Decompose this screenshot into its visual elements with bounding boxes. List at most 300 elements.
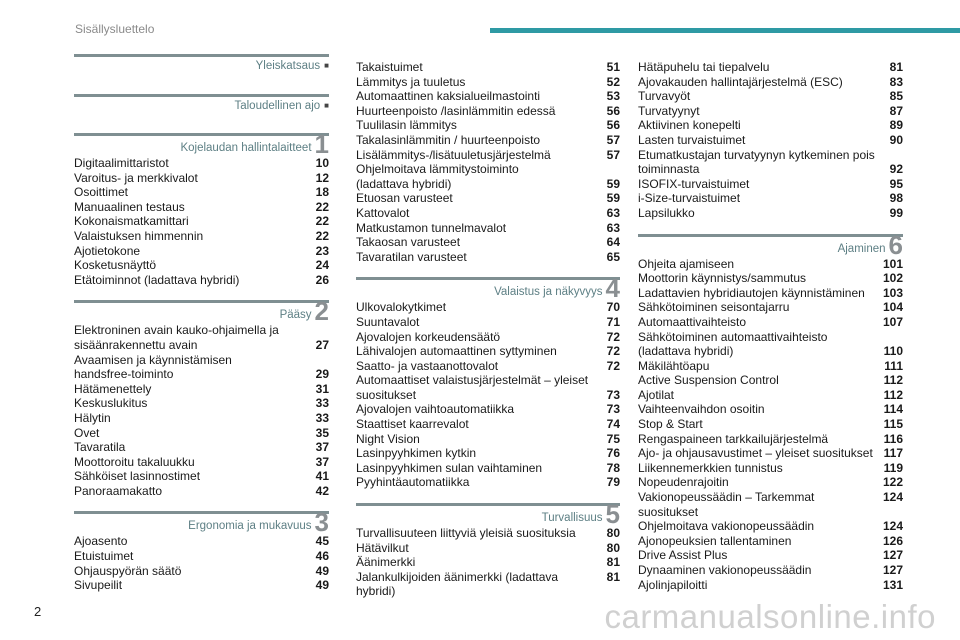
toc-entry-page: 85 — [889, 89, 903, 104]
toc-entry-title: Liikennemerkkien tunnistus — [638, 460, 783, 475]
toc-entry-page: 72 — [606, 329, 620, 344]
toc-entry[interactable] — [74, 382, 329, 397]
toc-entry[interactable] — [356, 432, 620, 447]
toc-entry[interactable] — [356, 89, 620, 104]
toc-entry[interactable] — [74, 534, 329, 549]
toc-entry[interactable] — [356, 359, 620, 374]
toc-entry-title: Äänimerkki — [356, 555, 416, 570]
section-header[interactable] — [356, 273, 620, 304]
toc-entry[interactable] — [638, 563, 903, 578]
toc-entry-title: Sähkötoiminen automaattivaihteisto — [638, 329, 828, 344]
toc-entry-page: 87 — [889, 103, 903, 118]
section-title: Ajaminen — [837, 242, 886, 255]
toc-entry-page — [877, 148, 903, 163]
toc-entry-title: Active Suspension Control — [638, 373, 779, 388]
toc-entry-page: 27 — [315, 337, 329, 352]
toc-entry-page: 46 — [315, 549, 329, 564]
toc-entry[interactable] — [74, 578, 329, 593]
watermark: carmanualsonline.info — [604, 598, 936, 635]
toc-entry-page: 33 — [315, 410, 329, 425]
toc-entry[interactable] — [356, 344, 620, 359]
toc-entry-page: 81 — [606, 555, 620, 570]
toc-entry-page: 127 — [882, 563, 903, 577]
toc-entry-title: Takalasinlämmitin / huurteenpoisto — [356, 132, 541, 147]
toc-entry[interactable] — [638, 118, 903, 133]
toc-entry-title: Turvatyynyt — [638, 103, 700, 118]
toc-entry-title: Turvavyöt — [638, 89, 691, 104]
toc-entry-title: Sähkötoiminen seisontajarru — [638, 300, 790, 315]
toc-entries — [356, 60, 620, 264]
header-accent-bar — [490, 28, 960, 33]
toc-entry[interactable] — [74, 171, 329, 186]
toc-entry-title: Ajolinjapiloitti — [638, 577, 708, 592]
section-header[interactable] — [74, 129, 329, 159]
toc-entry-continuation[interactable] — [638, 330, 903, 345]
toc-entry[interactable] — [356, 446, 620, 461]
toc-entry-title: Valaistuksen himmennin — [74, 228, 204, 243]
toc-entry[interactable] — [638, 271, 903, 286]
section-1 — [74, 129, 329, 287]
toc-entry[interactable] — [74, 244, 329, 259]
toc-entry-page: 80 — [606, 526, 620, 541]
toc-entry[interactable] — [638, 75, 903, 90]
toc-entry-title: Osoittimet — [74, 185, 129, 200]
toc-entry[interactable] — [638, 344, 903, 359]
toc-entry-title: Ajoasento — [74, 534, 128, 549]
section-title: Pääsy — [279, 309, 312, 322]
toc-entry-title: Digitaalimittaristot — [74, 156, 169, 170]
toc-entry-page: 49 — [315, 563, 329, 578]
toc-entry-page: 126 — [882, 533, 903, 548]
toc-entry[interactable] — [638, 519, 903, 534]
section-header[interactable] — [74, 54, 329, 78]
toc-entry[interactable] — [356, 133, 620, 148]
toc-entry-title: Ajovakauden hallintajärjestelmä (ESC) — [638, 74, 843, 89]
toc-entry-title: Drive Assist Plus — [638, 548, 728, 563]
toc-entry-page: 10 — [315, 156, 329, 170]
toc-entry[interactable] — [74, 229, 329, 244]
toc-entry-continuation[interactable] — [74, 353, 329, 368]
toc-entry-page: 127 — [882, 548, 903, 563]
toc-entry-page: 112 — [883, 373, 903, 388]
toc-entry-page: 114 — [883, 402, 903, 417]
toc-entry-continuation[interactable] — [356, 373, 620, 388]
toc-entry-page: 41 — [315, 469, 329, 484]
toc-entry-title: Moottorin käynnistys/sammutus — [638, 271, 807, 286]
toc-entry[interactable] — [74, 396, 329, 411]
toc-entry-page: 75 — [606, 431, 620, 446]
toc-entry-page: 117 — [883, 446, 903, 461]
toc-entry-title: Elektroninen avain kauko-ohjaimella ja — [74, 323, 279, 338]
section-header[interactable] — [74, 94, 329, 118]
toc-entry-title: Automaattinen kaksialueilmastointi — [356, 89, 541, 104]
section-header[interactable] — [356, 499, 620, 530]
toc-entry-title: Ladattavien hybridiautojen käynnistäminen — [638, 285, 865, 300]
toc-entry[interactable] — [356, 402, 620, 417]
toc-entry-title: Dynaaminen vakionopeussäädin — [638, 563, 812, 577]
section-header[interactable] — [638, 229, 903, 260]
toc-entry-page: 51 — [606, 60, 620, 74]
toc-entry-page: 73 — [606, 387, 620, 402]
toc-entry[interactable] — [638, 300, 903, 315]
toc-entry-title: Kattovalot — [356, 205, 410, 220]
section-title: Valaistus ja näkyvyys — [494, 286, 603, 299]
toc-entry[interactable] — [356, 206, 620, 221]
toc-entry-page: 98 — [889, 191, 903, 206]
toc-entry[interactable] — [638, 133, 903, 148]
toc-entry[interactable] — [356, 417, 620, 432]
section-number: 5 — [605, 499, 620, 530]
toc-entry-page: 64 — [606, 235, 620, 250]
toc-entry-title: Vaihteenvaihdon osoitin — [638, 402, 765, 417]
toc-entry-title: Lasinpyyhkimen sulan vaihtaminen — [356, 460, 543, 475]
toc-entry-title: Matkustamon tunnelmavalot — [356, 220, 507, 235]
toc-entry-page: 56 — [606, 103, 620, 118]
toc-entries — [74, 323, 329, 498]
toc-entry-title: Night Vision — [356, 431, 420, 446]
toc-entry[interactable] — [638, 60, 903, 75]
toc-entry-title: Ovet — [74, 425, 100, 440]
toc-entry-title: Rengaspaineen tarkkailujärjestelmä — [638, 431, 829, 446]
toc-entry-title: Nopeudenrajoitin — [638, 475, 729, 490]
toc-entry-page: 22 — [315, 228, 329, 243]
toc-entry[interactable] — [638, 206, 903, 221]
toc-entry[interactable] — [638, 432, 903, 447]
toc-entry-page: 116 — [883, 431, 903, 446]
toc-entries — [74, 156, 329, 287]
toc-column-2 — [356, 60, 620, 599]
toc-entry-page: 24 — [315, 258, 329, 273]
toc-entry-page: 110 — [883, 344, 903, 359]
toc-entry[interactable] — [356, 148, 620, 163]
toc-entry-title: Panoraamakatto — [74, 483, 163, 498]
toc-entry[interactable] — [74, 367, 329, 382]
toc-entry-title: Etätoiminnot (ladattava hybridi) — [74, 272, 240, 287]
toc-entry[interactable] — [638, 417, 903, 432]
toc-entry[interactable] — [356, 235, 620, 250]
toc-entry-title: Turvallisuuteen liittyviä yleisiä suosituksia — [356, 526, 576, 541]
toc-entry-page: 22 — [315, 214, 329, 229]
toc-entry-page: 73 — [606, 402, 620, 417]
toc-entry-title: Ajo- ja ohjausavustimet – yleiset suositukset — [638, 446, 873, 461]
toc-entry[interactable] — [356, 75, 620, 90]
toc-entry-page: 42 — [315, 483, 329, 498]
toc-entry[interactable] — [356, 526, 620, 541]
toc-entry-page: 131 — [882, 577, 903, 592]
toc-entry-title: Ajonopeuksien tallentaminen — [638, 533, 792, 548]
toc-entry-page: 12 — [315, 170, 329, 185]
toc-entry[interactable] — [74, 426, 329, 441]
toc-entry-title: Hälytin — [74, 410, 111, 425]
section-3 — [74, 507, 329, 593]
toc-entry-title: Takaosan varusteet — [356, 235, 461, 250]
toc-entry-title: toiminnasta — [638, 162, 700, 177]
toc-entry-page: 26 — [315, 272, 329, 287]
toc-entry[interactable] — [638, 534, 903, 549]
toc-entry-page: 72 — [606, 344, 620, 359]
toc-entry-page: 104 — [882, 300, 903, 315]
toc-entry-title: Sivupeilit — [74, 578, 123, 593]
toc-entry-title: Avaamisen ja käynnistämisen — [74, 352, 232, 367]
section-title: Ergonomia ja mukavuus — [188, 520, 312, 533]
toc-entry-title: Ohjauspyörän säätö — [74, 563, 182, 578]
toc-entry-page: 89 — [889, 118, 903, 133]
toc-entry[interactable] — [356, 541, 620, 556]
toc-entry-title: Pyyhintäautomatiikka — [356, 475, 470, 490]
toc-entry[interactable] — [356, 177, 620, 192]
toc-entry[interactable] — [356, 555, 620, 570]
section-title: Yleiskatsaus — [255, 60, 321, 72]
toc-entry-page: 71 — [606, 314, 620, 329]
toc-entry-title: Takaistuimet — [356, 60, 423, 74]
toc-entry[interactable] — [356, 250, 620, 265]
toc-entries — [638, 257, 903, 593]
toc-entry[interactable] — [638, 315, 903, 330]
section-number: 4 — [605, 273, 620, 304]
toc-entry-page: 56 — [606, 118, 620, 133]
toc-entry-title: Staattiset kaarrevalot — [356, 417, 469, 432]
toc-entry-title: Mäkilähtöapu — [638, 358, 710, 373]
toc-entry[interactable] — [356, 118, 620, 133]
toc-entry-page: 90 — [889, 132, 903, 147]
toc-entry[interactable] — [356, 104, 620, 119]
toc-entry-page: 124 — [882, 490, 903, 505]
toc-entry-title: Saatto- ja vastaanottovalot — [356, 358, 499, 373]
toc-entry-title: ISOFIX-turvaistuimet — [638, 176, 750, 191]
toc-entry-page: 33 — [315, 396, 329, 411]
toc-entry-page: 92 — [889, 162, 903, 177]
section-continued — [638, 60, 903, 221]
toc-entry-title: Lasten turvaistuimet — [638, 132, 746, 147]
toc-entry-title: Jalankulkijoiden äänimerkki (ladattava hybridi) — [356, 569, 559, 599]
toc-entry-page: 45 — [315, 534, 329, 549]
toc-entry[interactable] — [638, 104, 903, 119]
toc-entry-title: Lämmitys ja tuuletus — [356, 74, 466, 89]
toc-entry[interactable] — [356, 60, 620, 75]
toc-entry[interactable] — [638, 402, 903, 417]
toc-entry-title: Etuistuimet — [74, 549, 134, 564]
toc-entry-page: 18 — [315, 185, 329, 200]
toc-entry-title: handsfree-toiminto — [74, 367, 174, 382]
toc-entry[interactable] — [74, 273, 329, 288]
toc-entry[interactable] — [638, 286, 903, 301]
toc-entry[interactable] — [638, 461, 903, 476]
toc-entry-page: 83 — [889, 74, 903, 89]
toc-entry-page: 112 — [883, 387, 903, 402]
toc-entry[interactable] — [638, 373, 903, 388]
toc-entry[interactable] — [638, 359, 903, 374]
toc-entry-page: 101 — [882, 256, 903, 271]
toc-entry-title: Hätäpuhelu tai tiepalvelu — [638, 60, 770, 74]
section-number: 6 — [888, 229, 903, 260]
toc-entry-page: 99 — [889, 205, 903, 220]
toc-entry-continuation[interactable] — [638, 148, 903, 163]
toc-entry[interactable] — [356, 388, 620, 403]
toc-entry-page: 95 — [889, 176, 903, 191]
toc-entry-title: Ulkovalokytkimet — [356, 300, 447, 315]
toc-entry[interactable] — [74, 185, 329, 200]
section-title: Turvallisuus — [541, 512, 603, 525]
toc-entry[interactable] — [638, 388, 903, 403]
toc-entry-page — [303, 353, 329, 368]
toc-entry-page: 80 — [606, 540, 620, 555]
toc-entry-title: Ajovalojen korkeudensäätö — [356, 329, 501, 344]
toc-entry-title: suositukset — [356, 387, 417, 402]
toc-entry-page: 122 — [882, 475, 903, 490]
toc-entry-title: Lähivalojen automaattinen syttyminen — [356, 344, 557, 359]
toc-entry[interactable] — [638, 446, 903, 461]
toc-entry-title: (ladattava hybridi) — [356, 176, 452, 191]
toc-entry-page: 29 — [315, 367, 329, 382]
toc-entry-title: Tuulilasin lämmitys — [356, 118, 457, 133]
section-number: 1 — [314, 129, 329, 159]
toc-entry-page: 63 — [606, 220, 620, 235]
toc-entry-title: Ajotilat — [638, 387, 675, 402]
toc-entry-page: 57 — [606, 147, 620, 162]
toc-entry-page: 63 — [606, 205, 620, 220]
toc-entry[interactable] — [74, 455, 329, 470]
toc-entry-page: 53 — [606, 89, 620, 104]
section-title: Kojelaudan hallintalaitteet — [180, 142, 312, 154]
section-taloudellinen-ajo — [74, 94, 329, 118]
toc-entry-title: Hätävilkut — [356, 540, 409, 555]
toc-entry[interactable] — [74, 338, 329, 353]
toc-entry-title: Sähköiset lasinnostimet — [74, 469, 201, 484]
toc-entry[interactable] — [356, 330, 620, 345]
square-bullet-icon: ■ — [324, 101, 329, 110]
toc-entry[interactable] — [356, 191, 620, 206]
toc-entry-page: 49 — [315, 578, 329, 593]
toc-entries — [74, 534, 329, 592]
toc-entry-title: Moottoroitu takaluukku — [74, 454, 195, 469]
square-bullet-icon: ■ — [324, 61, 329, 70]
section-title: Taloudellinen ajo — [234, 100, 321, 112]
toc-entry-page: 79 — [606, 475, 620, 490]
toc-entry-page: 31 — [315, 381, 329, 396]
toc-entry[interactable] — [74, 200, 329, 215]
toc-entry-page: 102 — [882, 271, 903, 286]
toc-entry[interactable] — [638, 548, 903, 563]
toc-entry[interactable] — [638, 177, 903, 192]
toc-entry-title: Ohjelmoitava vakionopeussäädin — [638, 519, 815, 534]
toc-entry-page: 74 — [606, 417, 620, 432]
section-number: 2 — [314, 296, 329, 327]
toc-entry[interactable] — [638, 578, 903, 593]
toc-entry[interactable] — [356, 315, 620, 330]
toc-entry[interactable] — [638, 257, 903, 272]
toc-entry-title: Keskuslukitus — [74, 396, 148, 411]
toc-entry-title: Kosketusnäyttö — [74, 258, 157, 273]
toc-entry-title: (ladattava hybridi) — [638, 344, 734, 359]
toc-entry-title: Lisälämmitys-/lisätuuletusjärjestelmä — [356, 147, 551, 162]
section-number: 3 — [314, 507, 329, 538]
toc-entry-title: Lapsilukko — [638, 205, 695, 220]
toc-entry-page: 78 — [606, 460, 620, 475]
toc-entry-page: 65 — [606, 249, 620, 264]
toc-entry[interactable] — [356, 461, 620, 476]
toc-entry[interactable] — [74, 214, 329, 229]
section-yleiskatsaus — [74, 54, 329, 78]
toc-entry-continuation[interactable] — [74, 323, 329, 338]
toc-entry-page: 115 — [883, 417, 903, 432]
toc-entry[interactable] — [356, 570, 620, 599]
toc-entry[interactable] — [638, 191, 903, 206]
toc-entry-title: Varoitus- ja merkkivalot — [74, 170, 198, 185]
toc-entry-title: Stop & Start — [638, 417, 703, 432]
toc-entry[interactable] — [356, 221, 620, 236]
toc-entry-title: Suuntavalot — [356, 314, 420, 329]
toc-entry[interactable] — [74, 258, 329, 273]
toc-entry-title: Automaattivaihteisto — [638, 314, 747, 329]
toc-entry[interactable] — [638, 89, 903, 104]
toc-entry-page: 70 — [606, 300, 620, 315]
toc-entry[interactable] — [638, 490, 903, 519]
page-number: 2 — [34, 604, 42, 619]
toc-entry-page: 23 — [315, 243, 329, 258]
toc-entry-title: Manuaalinen testaus — [74, 199, 185, 214]
toc-entry[interactable] — [74, 411, 329, 426]
toc-entry-title: Ohjeita ajamiseen — [638, 256, 735, 271]
section-4 — [356, 273, 620, 490]
toc-entry-title: Ajovalojen vaihtoautomatiikka — [356, 402, 515, 417]
section-header[interactable] — [74, 296, 329, 327]
toc-entry[interactable] — [356, 475, 620, 490]
toc-entry-page: 35 — [315, 425, 329, 440]
toc-entry-page: 37 — [315, 440, 329, 455]
section-header[interactable] — [74, 507, 329, 538]
toc-entry-page: 81 — [889, 60, 903, 74]
toc-entry-page: 52 — [606, 74, 620, 89]
section-5 — [356, 499, 620, 599]
toc-entry-page: 111 — [884, 358, 903, 373]
toc-entry-page: 22 — [315, 199, 329, 214]
toc-entry-page: 59 — [606, 176, 620, 191]
toc-entry[interactable] — [74, 484, 329, 499]
toc-entry-page: 124 — [882, 519, 903, 534]
toc-entry-page: 119 — [883, 460, 903, 475]
toc-entry[interactable] — [638, 162, 903, 177]
toc-column-3 — [638, 60, 903, 592]
toc-entry-title: Etumatkustajan turvatyynyn kytkeminen pois — [638, 147, 875, 162]
toc-entry[interactable] — [74, 156, 329, 171]
page-header: Sisällysluettelo — [75, 22, 155, 36]
toc-entry-title: i-Size-turvaistuimet — [638, 191, 741, 206]
toc-entry-page — [877, 330, 903, 345]
toc-entry-title: Tavaratilan varusteet — [356, 249, 467, 264]
toc-entry-title: Lasinpyyhkimen kytkin — [356, 446, 477, 461]
toc-entry-page: 57 — [606, 132, 620, 147]
toc-entry[interactable] — [74, 564, 329, 579]
toc-entry-title: Vakionopeussäädin – Tarkemmat suositukset — [638, 490, 815, 519]
toc-entry[interactable] — [356, 300, 620, 315]
toc-entry[interactable] — [638, 475, 903, 490]
toc-entry[interactable] — [74, 469, 329, 484]
toc-entry-title: Ohjelmoitava lämmitystoiminto — [356, 162, 519, 177]
section-6 — [638, 229, 903, 593]
toc-entry-title: Huurteenpoisto /lasinlämmitin edessä — [356, 103, 556, 118]
toc-entries — [356, 526, 620, 599]
toc-entries — [638, 60, 903, 221]
toc-entry-page — [594, 373, 620, 388]
toc-entry-page: 81 — [606, 569, 620, 584]
toc-entry-continuation[interactable] — [356, 162, 620, 177]
toc-entry[interactable] — [74, 440, 329, 455]
toc-entry-title: Kokonaismatkamittari — [74, 214, 189, 229]
section-continued — [356, 60, 620, 264]
toc-entry[interactable] — [74, 549, 329, 564]
toc-entry-page: 107 — [882, 314, 903, 329]
toc-entry-page: 37 — [315, 454, 329, 469]
